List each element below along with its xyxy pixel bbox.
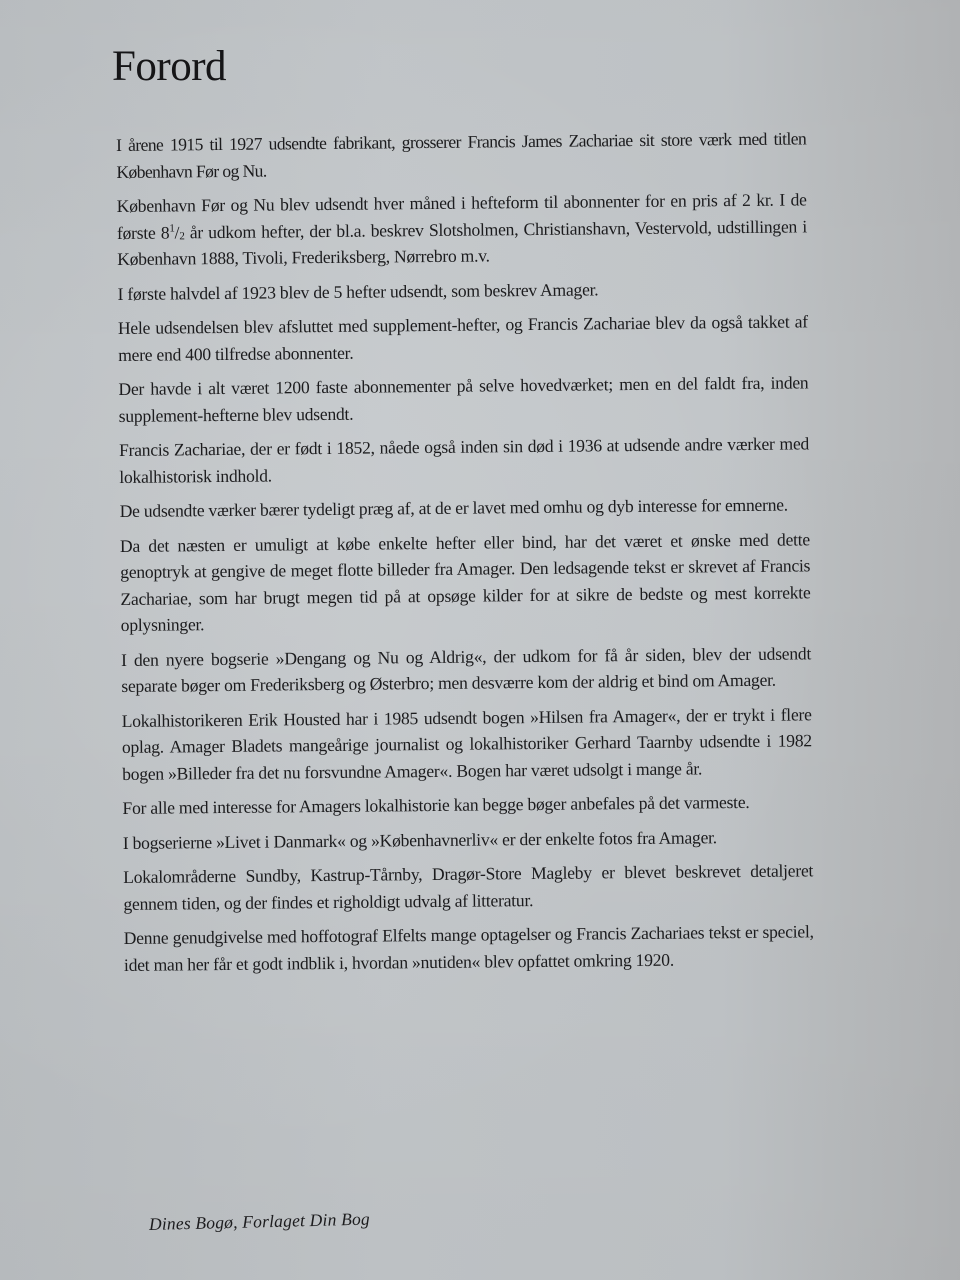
fraction-eight-and-a-half: $8^1/_2$ <box>160 221 185 243</box>
paragraph-9: I den nyere bogserie »Dengang og Nu og Aldrig«, der udkom for få år siden, blev der udsendt separate bøger om Frederiksberg og Østerbro; men desværre kom der aldrig et bind om Amager. <box>120 642 812 696</box>
paragraph-1: I årene 1915 til 1927 udsendte fabrikant, grosserer Francis James Zachariae sit store værk med titlen København Før og Nu. <box>116 128 807 182</box>
paragraph-8: Da det næsten er umuligt at købe enkelte hefter eller bind, har det været et ønske med dette genoptryk at gengive de meget flotte billeder fra Amager. Den ledsagende tekst er skrevet af Francis Zachariae, som har brugt megen tid på at opsøge kilder for at sikre de bedste og mest korrekte oplysninger. <box>119 528 811 635</box>
paragraph-2-after: år udkom hefter, der bl.a. beskrev Slotsholmen, Christianshavn, Vestervold, udstillingen i København 1888, Tivoli, Frederiksberg, Nørrebro m.v. <box>117 215 808 269</box>
paragraph-4: Hele udsendelsen blev afsluttet med supplement-hefter, og Francis Zachariae blev da også takket af mere end 400 tilfredse abonnenter. <box>117 311 808 365</box>
paragraph-11: For alle med interesse for Amagers lokalhistorie kan begge bøger anbefales på det varmeste. <box>122 791 750 818</box>
paragraph-7: De udsendte værker bærer tydeligt præg af, at de er lavet med omhu og dyb interesse for emnerne. <box>119 494 789 521</box>
author-signature: Dines Bogø, Forlaget Din Bog <box>148 1208 371 1234</box>
paragraph-12: I bogserierne »Livet i Danmark« og »Københavnerliv« er der enkelte fotos fra Amager. <box>122 826 717 853</box>
page-title: Forord <box>112 43 227 90</box>
paragraph-6: Francis Zachariae, der er født i 1852, nåede også inden sin død i 1936 at udsende andre værker med lokalhistorisk indhold. <box>118 433 810 487</box>
paragraph-10: Lokalhistorikeren Erik Housted har i 1985 udsendt bogen »Hilsen fra Amager«, der er trykt i flere oplag. Amager Bladets mangeårige journalist og lokalhistoriker Gerhard Taarnby udsendte i 1982 bogen »Billeder fra det nu forsvundne Amager«. Bogen har været udsolgt i mange år. <box>121 703 812 784</box>
paragraph-5: Der havde i alt været 1200 faste abonnementer på selve hovedværket; men en del faldt fra, inden supplement-hefterne blev udsendt. <box>118 372 809 426</box>
paragraph-3: I første halvdel af 1923 blev de 5 hefter udsendt, som beskrev Amager. <box>117 278 599 304</box>
foreword-body <box>116 125 814 986</box>
paragraph-2 <box>117 186 808 272</box>
paragraph-13: Lokalområderne Sundby, Kastrup-Tårnby, Dragør-Store Magleby er blevet beskrevet detaljeret gennem tiden, og der findes et righoldigt udvalg af litteratur. <box>123 860 814 914</box>
paragraph-14: Denne genudgivelse med hoffotograf Elfelts mange optagelser og Francis Zachariaes tekst er speciel, idet man her får et godt indblik i, hvordan »nutiden« blev opfattet omkring 1920. <box>123 921 814 975</box>
paragraph-2-before: København Før og Nu blev udsendt hver måned i hefteform til abonnenter for en pris af 2 kr. I de første <box>116 189 807 243</box>
